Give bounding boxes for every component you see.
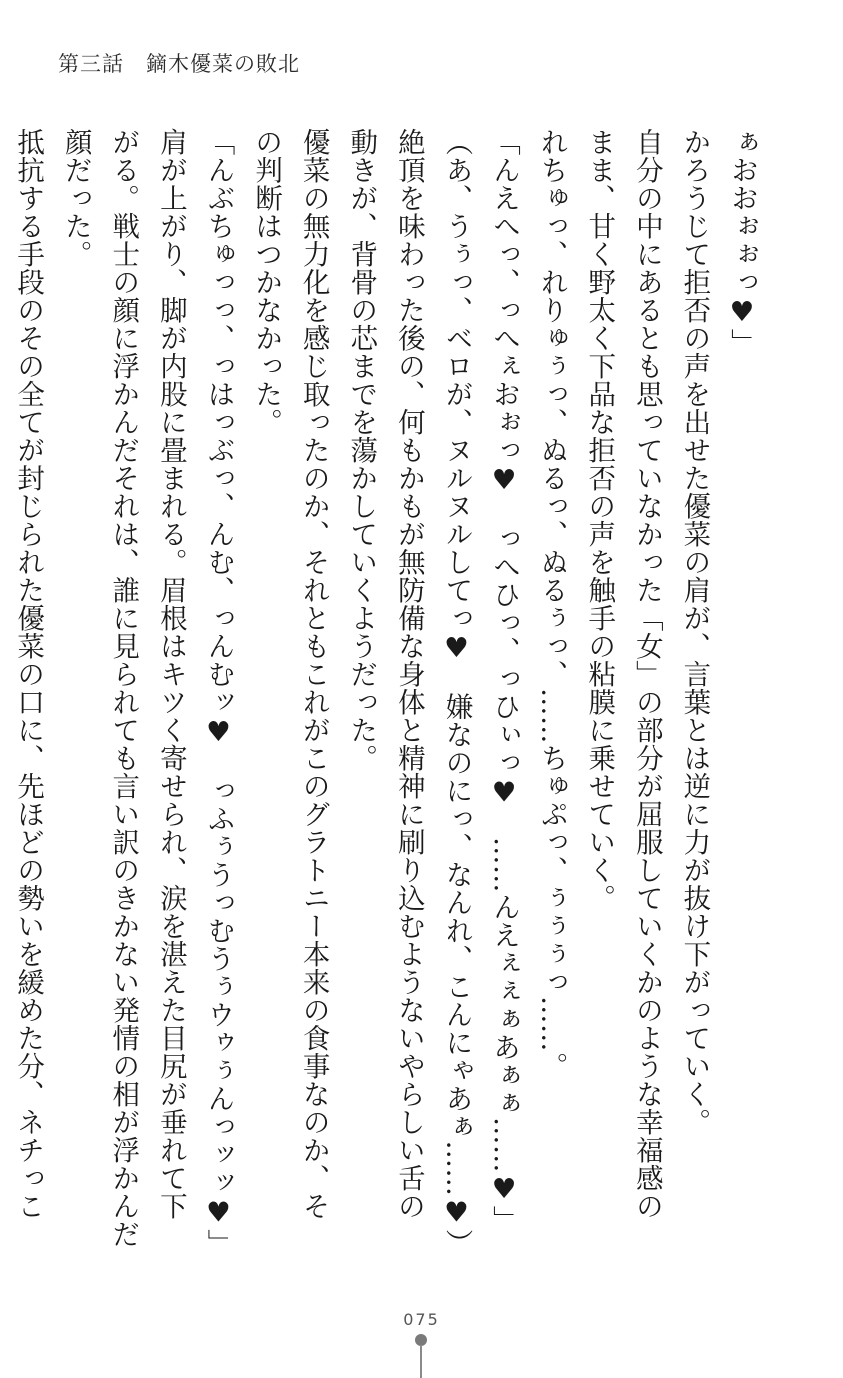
- text-line: （あ、うぅっ、ベロが、ヌルヌルしてっ♥ 嫌なのにっ、なんれ、こんにゃあぁ……♥）: [440, 128, 473, 1257]
- text-line: 優菜の無力化を感じ取ったのか、それともこれがこのグラトニー本来の食事なのか、そ: [297, 128, 330, 1220]
- text-line: ぁおおぉぉっ♥」: [726, 128, 758, 357]
- text-line: まま、甘く野太く下品な拒否の声を触手の粘膜に乗せていく。: [583, 128, 616, 912]
- text-line: 「んえへっ、っへぇおぉっ♥ っへひっ、っひぃっ♥ ……んえぇぇぁあぁぁ……♥」: [488, 128, 521, 1234]
- text-line: 肩が上がり、脚が内股に畳まれる。眉根はキツく寄せられ、涙を湛えた目尻が垂れて下: [154, 128, 187, 1220]
- text-line: 動きが、背骨の芯までを蕩かしていくようだった。: [345, 128, 378, 772]
- text-line: がる。戦士の顔に浮かんだそれは、誰に見られても言い訳のきかない発情の相が浮かんだ: [107, 128, 140, 1248]
- page-ornament-icon: [414, 1334, 428, 1378]
- text-line: かろうじて拒否の声を出せた優菜の肩が、言葉とは逆に力が抜け下がっていく。: [678, 128, 711, 1136]
- text-line: 抵抗する手段のその全てが封じられた優菜の口に、先ほどの勢いを緩めた分、ネチっこ: [12, 128, 45, 1220]
- text-line: の判断はつかなかった。: [250, 128, 283, 436]
- ornament-stem: [420, 1345, 422, 1378]
- text-line: れちゅっ、れりゅぅっ、ぬるっ、ぬるぅっ、……ちゅぷっ、ぅぅぅっ……。: [535, 128, 568, 1080]
- text-line: 「んぶちゅっっ、っはっぶっ、んむ、っんむッ♥ っふぅうっむうぅウゥぅんっッッ♥」: [202, 128, 235, 1257]
- text-line: 顔だった。: [59, 128, 92, 268]
- novel-body-text: [12, 128, 765, 1263]
- chapter-title: 第三話 鏑木優菜の敗北: [58, 52, 300, 76]
- text-line: 絶頂を味わった後の、何もかもが無防備な身体と精神に刷り込むようないやらしい舌の: [392, 128, 425, 1220]
- text-line: 自分の中にあるとも思っていなかった「女」の部分が屈服していくかのような幸福感の: [630, 128, 663, 1220]
- page-number: 075: [403, 1310, 440, 1329]
